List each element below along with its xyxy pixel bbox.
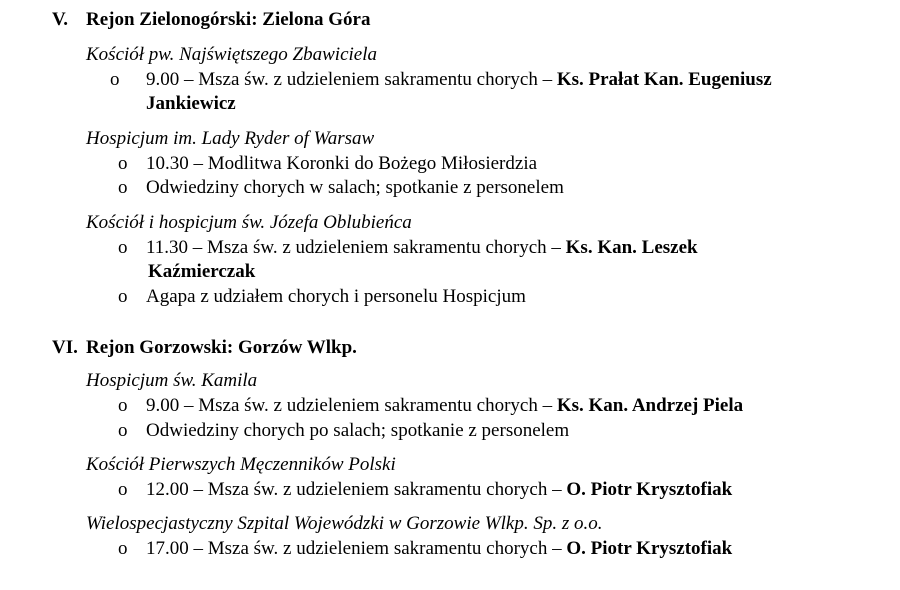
list-item (146, 285, 526, 309)
bullet: o (118, 177, 128, 198)
item-celebrant: O. Piotr Krysztofiak (566, 538, 733, 559)
bullet: o (118, 538, 128, 559)
bullet: o (118, 479, 128, 500)
list-item (146, 419, 569, 443)
list-item (146, 152, 537, 176)
list-item (146, 68, 772, 92)
item-text: 10.30 – Modlitwa Koronki do Bożego Miłosierdzia (146, 153, 538, 174)
item-text: Odwiedziny chorych w salach; spotkanie z personelem (146, 177, 564, 198)
item-celebrant: Ks. Kan. Leszek (565, 237, 698, 258)
location-name: Wielospecjastyczny Szpital Wojewódzki w Gorzowie Wlkp. Sp. z o.o. (86, 513, 603, 534)
location-name: Hospicjum im. Lady Ryder of Warsaw (86, 128, 375, 149)
section-heading (52, 8, 370, 32)
location-name: Kościół Pierwszych Męczenników Polski (86, 454, 396, 475)
item-celebrant: O. Piotr Krysztofiak (566, 479, 733, 500)
list-item (146, 236, 698, 260)
item-text: 9.00 – Msza św. z udzieleniem sakramentu chorych – (146, 395, 557, 416)
bullet: o (118, 420, 128, 441)
bullet: o (118, 286, 128, 307)
item-text: 17.00 – Msza św. z udzieleniem sakramentu chorych – (146, 538, 567, 559)
section-number: VI. (52, 337, 78, 358)
bullet: o (118, 153, 128, 174)
list-item (146, 394, 743, 418)
item-text: Odwiedziny chorych po salach; spotkanie z personelem (146, 420, 570, 441)
list-item (146, 478, 732, 502)
list-item (146, 537, 732, 561)
bullet: o (118, 395, 128, 416)
location-name: Kościół pw. Najświętszego Zbawiciela (86, 44, 377, 65)
location-name: Hospicjum św. Kamila (86, 370, 258, 391)
item-text: 9.00 – Msza św. z udzieleniem sakramentu chorych – (146, 69, 557, 90)
item-celebrant: Ks. Prałat Kan. Eugeniusz (556, 69, 772, 90)
bullet: o (110, 69, 120, 90)
item-celebrant-continued: Jankiewicz (146, 93, 236, 114)
section-title: Rejon Zielonogórski: Zielona Góra (86, 9, 371, 30)
item-celebrant-continued: Kaźmierczak (148, 261, 256, 282)
bullet: o (118, 237, 128, 258)
item-text: 11.30 – Msza św. z udzieleniem sakramentu chorych – (146, 237, 566, 258)
section-heading (52, 336, 357, 360)
section-number: V. (52, 9, 69, 30)
section-title: Rejon Gorzowski: Gorzów Wlkp. (86, 337, 357, 358)
list-item (146, 176, 564, 200)
location-name: Kościół i hospicjum św. Józefa Oblubieńca (86, 212, 412, 233)
item-text: 12.00 – Msza św. z udzieleniem sakramentu chorych – (146, 479, 567, 500)
item-text: Agapa z udziałem chorych i personelu Hospicjum (146, 286, 526, 307)
item-celebrant: Ks. Kan. Andrzej Piela (556, 395, 744, 416)
